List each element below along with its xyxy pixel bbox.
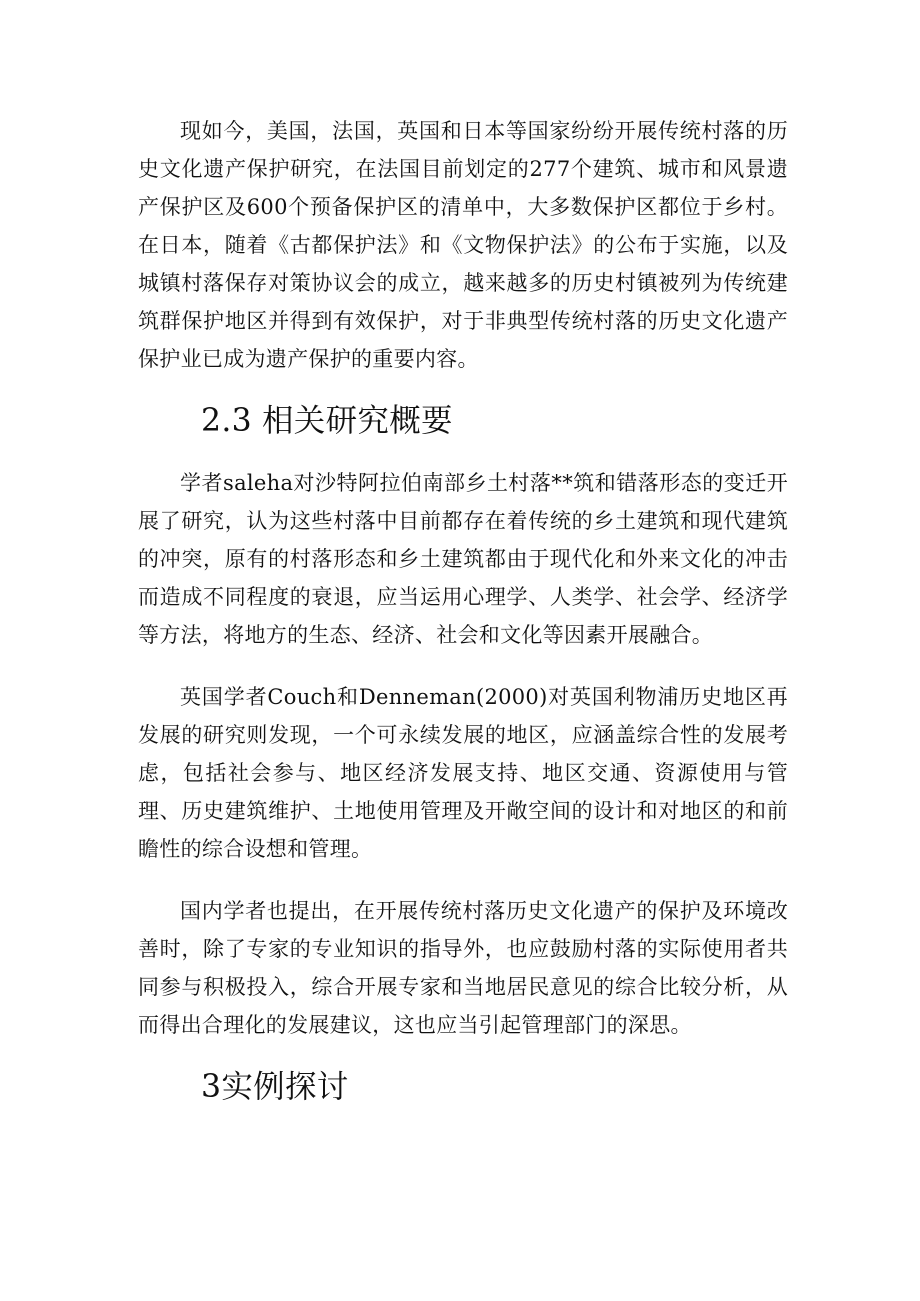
paragraph-saleha-study: 学者saleha对沙特阿拉伯南部乡土村落**筑和错落形态的变迁开展了研究，认为这些村落中目前都存在着传统的乡土建筑和现代建筑的冲突，原有的村落形态和乡土建筑都由于现代化和外来文化的冲击而造成不同程度的衰退，应当运用心理学、人类学、社会学、经济学等方法，将地方的生态、经济、社会和文化等因素开展融合。: [138, 471, 788, 647]
section-title: 相关研究概要: [262, 403, 453, 439]
paragraph-couch-denneman-study: 英国学者Couch和Denneman(2000)对英国利物浦历史地区再发展的研究则发现，一个可永续发展的地区，应涵盖综合性的发展考虑，包括社会参与、地区经济发展支持、地区交通、资源使用与管理、历史建筑维护、土地使用管理及开敞空间的设计和对地区的和前瞻性的综合设想和管理。: [138, 685, 788, 861]
section-number: 2.3: [201, 403, 252, 439]
paragraph-intl-practice: 现如今，美国，法国，英国和日本等国家纷纷开展传统村落的历史文化遗产保护研究，在法国目前划定的277个建筑、城市和风景遗产保护区及600个预备保护区的清单中，大多数保护区都位于乡村。在日本，随着《古都保护法》和《文物保护法》的公布于实施，以及城镇村落保存对策协议会的成立，越来越多的历史村镇被列为传统建筑群保护地区并得到有效保护，对于非典型传统村落的历史文化遗产保护业已成为遗产保护的重要内容。: [138, 119, 788, 371]
section-heading-3: 3实例探讨: [201, 1069, 349, 1105]
document-body: [138, 112, 788, 1130]
section-heading-2-3: [138, 402, 788, 440]
paragraph-domestic-scholars: 国内学者也提出，在开展传统村落历史文化遗产的保护及环境改善时，除了专家的专业知识的指导外，也应鼓励村落的实际使用者共同参与积极投入，综合开展专家和当地居民意见的综合比较分析，从而得出合理化的发展建议，这也应当引起管理部门的深思。: [138, 899, 788, 1037]
